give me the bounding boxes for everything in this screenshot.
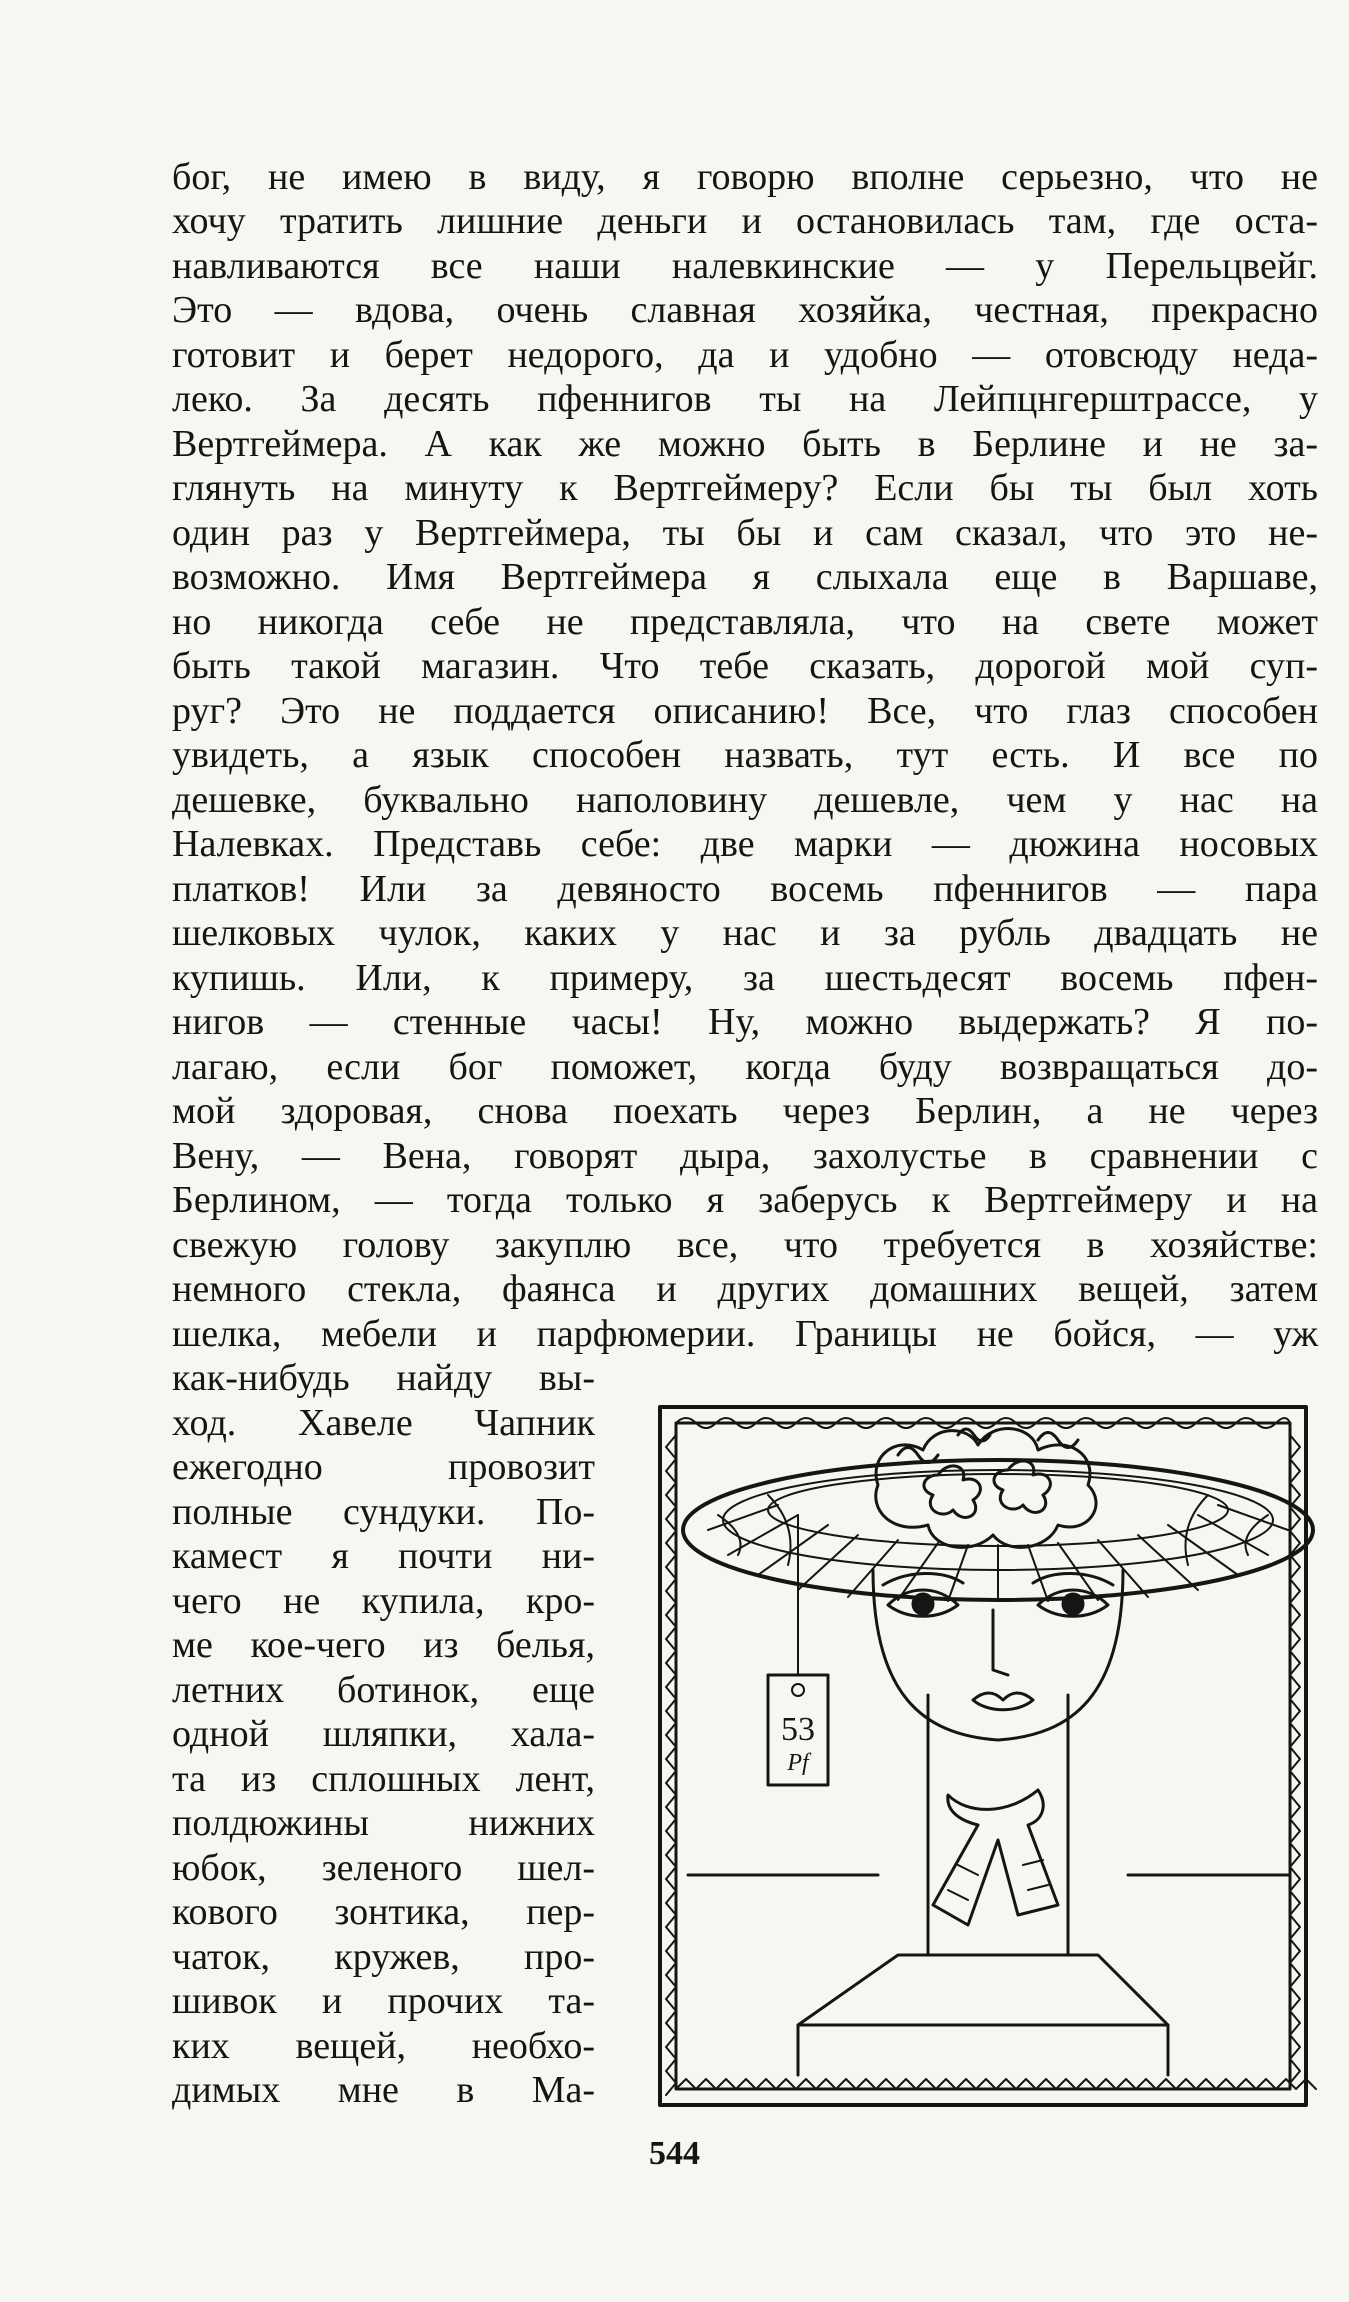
text-line: мой здоровая, снова поехать через Берлин, а не через <box>172 1090 1318 1132</box>
text-line: ких вещей, необхо- <box>172 2025 595 2067</box>
text-line: шивок и прочих та- <box>172 1980 595 2022</box>
hat-drawing <box>648 1395 1318 2115</box>
text-line: Вену, — Вена, говорят дыра, захолустье в сравнении с <box>172 1135 1318 1177</box>
text-line: хочу тратить лишние деньги и остановилась там, где оста- <box>172 200 1318 242</box>
text-line: летних ботинок, еще <box>172 1669 595 1711</box>
text-line: ход. Хавеле Чапник <box>172 1402 595 1444</box>
text-line: руг? Это не поддается описанию! Все, что глаз способен <box>172 690 1318 732</box>
text-line: димых мне в Ма- <box>172 2069 595 2111</box>
text-line: Вертгеймера. А как же можно быть в Берлине и не за- <box>172 423 1318 465</box>
text-line: камест я почти ни- <box>172 1535 595 1577</box>
text-line: один раз у Вертгеймера, ты бы и сам сказал, что это не- <box>172 512 1318 554</box>
text-line: возможно. Имя Вертгеймера я слыхала еще в Варшаве, <box>172 556 1318 598</box>
hat-flowers <box>876 1429 1096 1548</box>
text-line: полдюжины нижних <box>172 1802 595 1844</box>
price-tag-value: 53 <box>781 1711 815 1748</box>
text-line: увидеть, а язык способен назвать, тут есть. И все по <box>172 734 1318 776</box>
pedestal <box>798 1955 1168 2075</box>
scarf <box>933 1790 1058 1925</box>
text-line: лагаю, если бог поможет, когда буду возвращаться до- <box>172 1046 1318 1088</box>
nose <box>993 1610 1008 1675</box>
text-line: леко. За десять пфеннигов ты на Лейпцнгерштрассе, у <box>172 378 1318 420</box>
text-line: шелка, мебели и парфюмерии. Границы не бойся, — уж <box>172 1313 1318 1355</box>
text-line: та из сплошных лент, <box>172 1758 595 1800</box>
text-line: кового зонтика, пер- <box>172 1891 595 1933</box>
neck <box>928 1695 1068 1955</box>
text-line: купишь. Или, к примеру, за шестьдесят восемь пфен- <box>172 957 1318 999</box>
text-line: как-нибудь найду вы- <box>172 1357 595 1399</box>
text-line: чаток, кружев, про- <box>172 1936 595 1978</box>
text-line: быть такой магазин. Что тебе сказать, дорогой мой суп- <box>172 645 1318 687</box>
text-line: одной шляпки, хала- <box>172 1713 595 1755</box>
page-number: 544 <box>649 2135 700 2172</box>
text-line: полные сундуки. По- <box>172 1491 595 1533</box>
text-line: чего не купила, кро- <box>172 1580 595 1622</box>
text-line: Это — вдова, очень славная хозяйка, честная, прекрасно <box>172 289 1318 331</box>
text-line: юбок, зеленого шел- <box>172 1847 595 1889</box>
text-line: Налевках. Представь себе: две марки — дюжина носовых <box>172 823 1318 865</box>
text-line: ме кое-чего из белья, <box>172 1624 595 1666</box>
text-line: ежегодно провозит <box>172 1446 595 1488</box>
price-tag-unit: Pf <box>787 1750 809 1776</box>
text-line: свежую голову закуплю все, что требуется в хозяйстве: <box>172 1224 1318 1266</box>
text-line: Берлином, — тогда только я заберусь к Вертгеймеру и на <box>172 1179 1318 1221</box>
text-line: глянуть на минуту к Вертгеймеру? Если бы ты был хоть <box>172 467 1318 509</box>
text-line: платков! Или за девяносто восемь пфеннигов — пара <box>172 868 1318 910</box>
text-line: немного стекла, фаянса и других домашних вещей, затем <box>172 1268 1318 1310</box>
text-line: шелковых чулок, каких у нас и за рубль двадцать не <box>172 912 1318 954</box>
mouth <box>973 1693 1033 1710</box>
text-line: нигов — стенные часы! Ну, можно выдержать? Я по- <box>172 1001 1318 1043</box>
text-line: бог, не имею в виду, я говорю вполне серьезно, что не <box>172 156 1318 198</box>
text-line: навливаются все наши налевкинские — у Перельцвейг. <box>172 245 1318 287</box>
text-line: готовит и берет недорого, да и удобно — отовсюду неда- <box>172 334 1318 376</box>
text-line: но никогда себе не представляла, что на свете может <box>172 601 1318 643</box>
hat-illustration <box>648 1395 1318 2115</box>
text-line: дешевке, буквально наполовину дешевле, чем у нас на <box>172 779 1318 821</box>
